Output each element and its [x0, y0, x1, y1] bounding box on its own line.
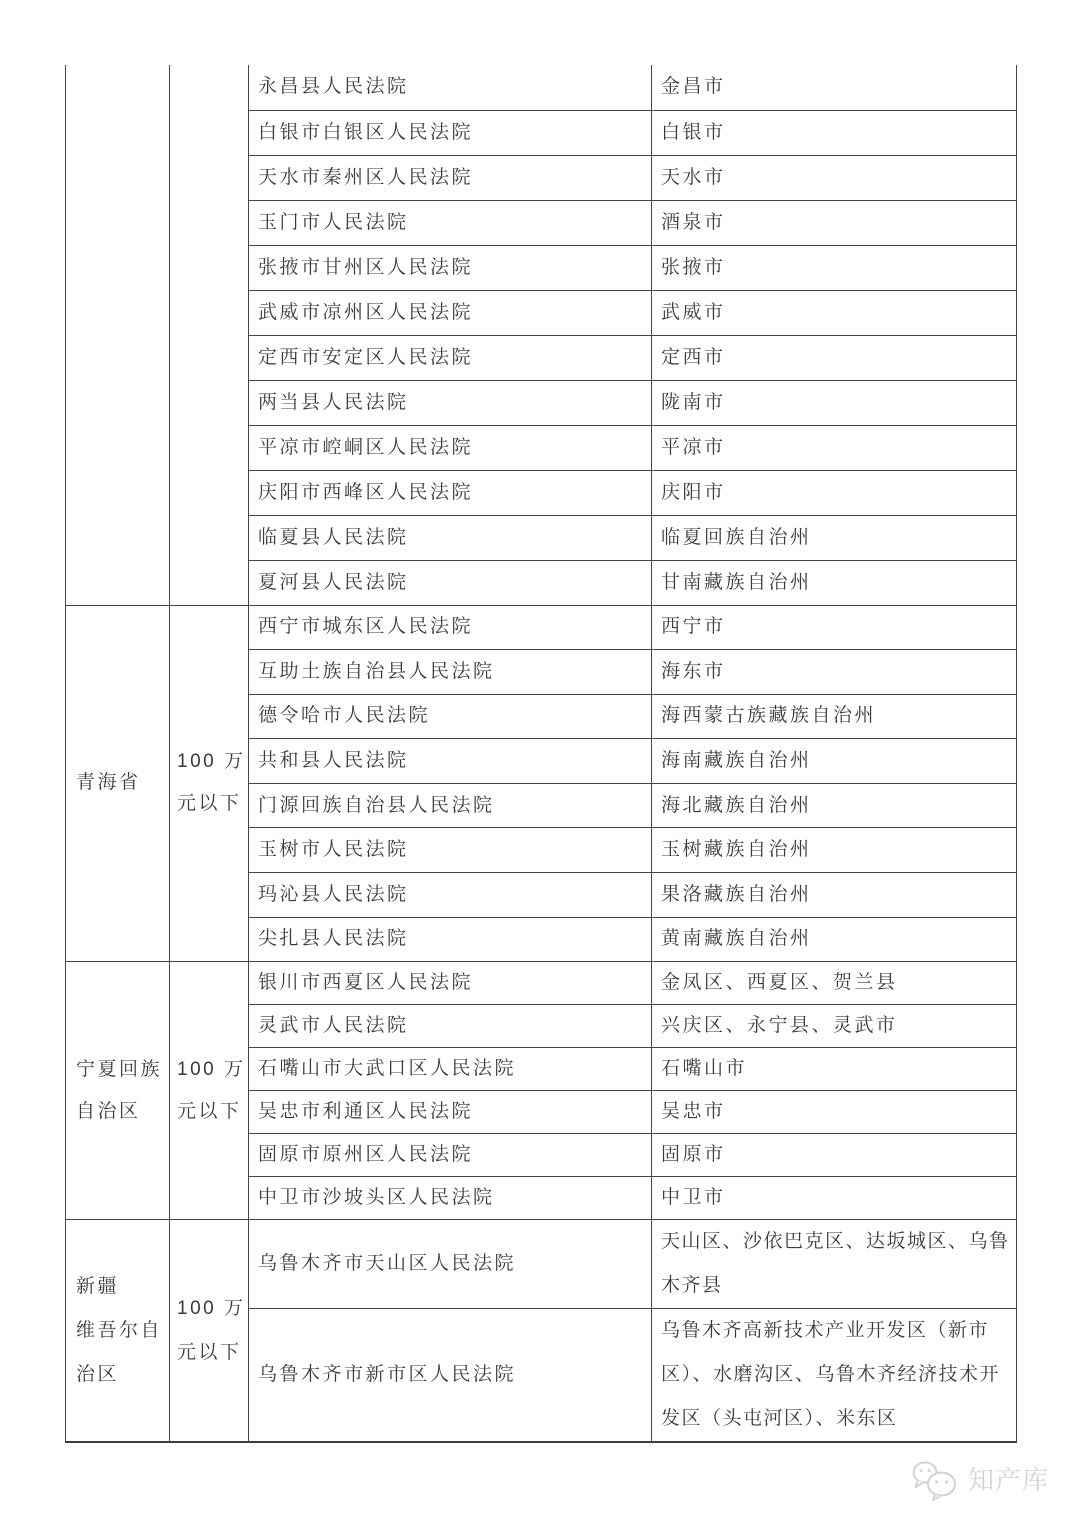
region-cell: 中卫市 [652, 1177, 1017, 1220]
court-cell: 玉门市人民法院 [249, 200, 652, 245]
region-cell: 海北藏族自治州 [652, 783, 1017, 828]
region-cell: 白银市 [652, 110, 1017, 155]
court-cell: 乌鲁木齐市天山区人民法院 [249, 1220, 652, 1309]
region-cell: 石嘴山市 [652, 1048, 1017, 1091]
table-row [66, 962, 1017, 1005]
region-cell: 平凉市 [652, 425, 1017, 470]
court-cell: 石嘴山市大武口区人民法院 [249, 1048, 652, 1091]
court-cell: 德令哈市人民法院 [249, 694, 652, 739]
region-cell: 甘南藏族自治州 [652, 560, 1017, 605]
court-cell: 永昌县人民法院 [249, 65, 652, 110]
court-cell: 两当县人民法院 [249, 380, 652, 425]
court-cell: 乌鲁木齐市新市区人民法院 [249, 1309, 652, 1443]
court-cell: 互助土族自治县人民法院 [249, 650, 652, 695]
court-cell: 共和县人民法院 [249, 739, 652, 784]
region-cell: 玉树藏族自治州 [652, 828, 1017, 873]
table-row [66, 65, 1017, 110]
region-cell: 定西市 [652, 335, 1017, 380]
region-cell: 金凤区、西夏区、贺兰县 [652, 962, 1017, 1005]
court-cell: 西宁市城东区人民法院 [249, 605, 652, 650]
table-row [66, 605, 1017, 650]
region-cell: 天水市 [652, 155, 1017, 200]
region-cell: 乌鲁木齐高新技术产业开发区（新市 区）、水磨沟区、乌鲁木齐经济技术开 发区（头屯河区）、米东区 [652, 1309, 1017, 1443]
region-cell: 陇南市 [652, 380, 1017, 425]
court-cell: 临夏县人民法院 [249, 515, 652, 560]
amount-cell: 100 万 元以下 [170, 962, 249, 1220]
court-cell: 武威市凉州区人民法院 [249, 290, 652, 335]
jurisdiction-table [65, 65, 1017, 1443]
court-cell: 庆阳市西峰区人民法院 [249, 470, 652, 515]
region-cell: 金昌市 [652, 65, 1017, 110]
region-cell: 海南藏族自治州 [652, 739, 1017, 784]
court-cell: 银川市西夏区人民法院 [249, 962, 652, 1005]
region-cell: 兴庆区、永宁县、灵武市 [652, 1005, 1017, 1048]
province-cell: 青海省 [66, 605, 170, 962]
court-cell: 吴忠市利通区人民法院 [249, 1091, 652, 1134]
amount-cell [170, 65, 249, 605]
court-cell: 固原市原州区人民法院 [249, 1134, 652, 1177]
region-cell: 黄南藏族自治州 [652, 917, 1017, 962]
region-cell: 西宁市 [652, 605, 1017, 650]
court-cell: 平凉市崆峒区人民法院 [249, 425, 652, 470]
court-cell: 天水市秦州区人民法院 [249, 155, 652, 200]
amount-cell: 100 万 元以下 [170, 605, 249, 962]
region-cell: 武威市 [652, 290, 1017, 335]
court-cell: 门源回族自治县人民法院 [249, 783, 652, 828]
table-row [66, 1220, 1017, 1309]
court-cell: 尖扎县人民法院 [249, 917, 652, 962]
court-cell: 张掖市甘州区人民法院 [249, 245, 652, 290]
court-cell: 中卫市沙坡头区人民法院 [249, 1177, 652, 1220]
court-cell: 玛沁县人民法院 [249, 873, 652, 918]
region-cell: 海东市 [652, 650, 1017, 695]
amount-cell: 100 万 元以下 [170, 1220, 249, 1443]
region-cell: 天山区、沙依巴克区、达坂城区、乌鲁 木齐县 [652, 1220, 1017, 1309]
region-cell: 酒泉市 [652, 200, 1017, 245]
court-cell: 玉树市人民法院 [249, 828, 652, 873]
province-cell: 新疆 维吾尔自 治区 [66, 1220, 170, 1443]
brand-label: 知产库 [967, 1465, 1049, 1495]
region-cell: 果洛藏族自治州 [652, 873, 1017, 918]
region-cell: 庆阳市 [652, 470, 1017, 515]
court-cell: 白银市白银区人民法院 [249, 110, 652, 155]
court-cell: 灵武市人民法院 [249, 1005, 652, 1048]
court-cell: 夏河县人民法院 [249, 560, 652, 605]
province-cell [66, 65, 170, 605]
court-cell: 定西市安定区人民法院 [249, 335, 652, 380]
wechat-icon [910, 1459, 960, 1501]
province-cell: 宁夏回族 自治区 [66, 962, 170, 1220]
region-cell: 固原市 [652, 1134, 1017, 1177]
table-body [66, 65, 1017, 1442]
region-cell: 海西蒙古族藏族自治州 [652, 694, 1017, 739]
region-cell: 吴忠市 [652, 1091, 1017, 1134]
region-cell: 张掖市 [652, 245, 1017, 290]
watermark [910, 1459, 1049, 1501]
region-cell: 临夏回族自治州 [652, 515, 1017, 560]
